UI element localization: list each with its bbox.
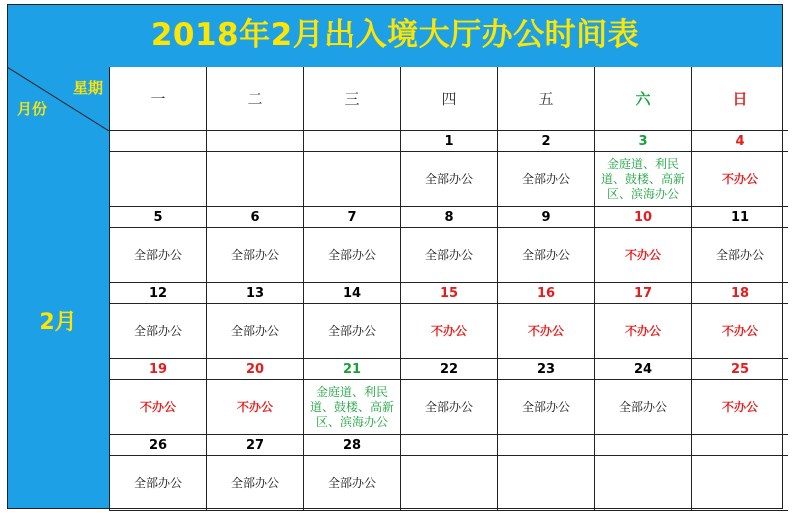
- weekday-header: 五: [497, 67, 594, 131]
- date-cell: [109, 131, 206, 152]
- date-cell: 21: [303, 359, 400, 380]
- status-cell: 全部办公: [497, 152, 594, 207]
- status-cell: 全部办公: [691, 228, 788, 283]
- date-cell: [497, 435, 594, 456]
- date-cell: 19: [109, 359, 206, 380]
- date-cell: 23: [497, 359, 594, 380]
- status-cell: 不办公: [206, 380, 303, 435]
- status-cell: 全部办公: [109, 228, 206, 283]
- status-cell: 全部办公: [109, 456, 206, 511]
- date-cell: 2: [497, 131, 594, 152]
- date-cell: 25: [691, 359, 788, 380]
- date-cell: 9: [497, 207, 594, 228]
- status-cell: 不办公: [691, 380, 788, 435]
- status-cell: 全部办公: [400, 228, 497, 283]
- date-cell: [303, 131, 400, 152]
- date-cell: 11: [691, 207, 788, 228]
- date-cell: 16: [497, 283, 594, 304]
- corner-month-label: 月份: [17, 100, 48, 118]
- status-cell: 全部办公: [303, 456, 400, 511]
- status-cell: 不办公: [497, 304, 594, 359]
- date-cell: 22: [400, 359, 497, 380]
- status-cell: [497, 456, 594, 511]
- status-cell: [400, 456, 497, 511]
- date-cell: 27: [206, 435, 303, 456]
- corner-weekday-label: 星期: [72, 79, 103, 97]
- status-cell: 全部办公: [497, 228, 594, 283]
- status-cell: [303, 152, 400, 207]
- date-cell: 8: [400, 207, 497, 228]
- month-label: 2月: [7, 131, 109, 509]
- corner-header: [7, 67, 109, 131]
- date-cell: 7: [303, 207, 400, 228]
- date-cell: 15: [400, 283, 497, 304]
- status-cell: 不办公: [691, 304, 788, 359]
- date-cell: [594, 435, 691, 456]
- status-cell: 不办公: [109, 380, 206, 435]
- date-cell: [206, 131, 303, 152]
- date-cell: 24: [594, 359, 691, 380]
- date-cell: 14: [303, 283, 400, 304]
- status-cell: 全部办公: [206, 456, 303, 511]
- weekday-header: 一: [109, 67, 206, 131]
- schedule-sheet: [7, 4, 783, 509]
- status-cell: 全部办公: [594, 380, 691, 435]
- status-cell: 金庭道、利民道、鼓楼、高新区、滨海办公: [594, 152, 691, 207]
- date-cell: 17: [594, 283, 691, 304]
- status-cell: 全部办公: [400, 152, 497, 207]
- date-cell: 1: [400, 131, 497, 152]
- date-cell: 26: [109, 435, 206, 456]
- status-cell: 不办公: [594, 228, 691, 283]
- date-cell: [400, 435, 497, 456]
- status-cell: 金庭道、利民道、鼓楼、高新区、滨海办公: [303, 380, 400, 435]
- status-cell: [206, 152, 303, 207]
- page-title: 2018年2月出入境大厅办公时间表: [7, 4, 783, 67]
- status-cell: 不办公: [691, 152, 788, 207]
- status-cell: 全部办公: [303, 304, 400, 359]
- status-cell: 全部办公: [400, 380, 497, 435]
- date-cell: 10: [594, 207, 691, 228]
- weekday-header: 四: [400, 67, 497, 131]
- status-cell: 全部办公: [206, 304, 303, 359]
- weekday-header: 日: [691, 67, 788, 131]
- date-cell: [691, 435, 788, 456]
- date-cell: 20: [206, 359, 303, 380]
- weekday-header: 六: [594, 67, 691, 131]
- status-cell: [691, 456, 788, 511]
- status-cell: 全部办公: [303, 228, 400, 283]
- date-cell: 18: [691, 283, 788, 304]
- weekday-header: 三: [303, 67, 400, 131]
- status-cell: 不办公: [594, 304, 691, 359]
- status-cell: 不办公: [400, 304, 497, 359]
- status-cell: 全部办公: [206, 228, 303, 283]
- status-cell: 全部办公: [109, 304, 206, 359]
- status-cell: 全部办公: [497, 380, 594, 435]
- status-cell: [109, 152, 206, 207]
- weekday-header: 二: [206, 67, 303, 131]
- date-cell: 5: [109, 207, 206, 228]
- date-cell: 28: [303, 435, 400, 456]
- date-cell: 4: [691, 131, 788, 152]
- status-cell: [594, 456, 691, 511]
- date-cell: 6: [206, 207, 303, 228]
- date-cell: 3: [594, 131, 691, 152]
- grid-right-border: [782, 67, 783, 509]
- date-cell: 13: [206, 283, 303, 304]
- date-cell: 12: [109, 283, 206, 304]
